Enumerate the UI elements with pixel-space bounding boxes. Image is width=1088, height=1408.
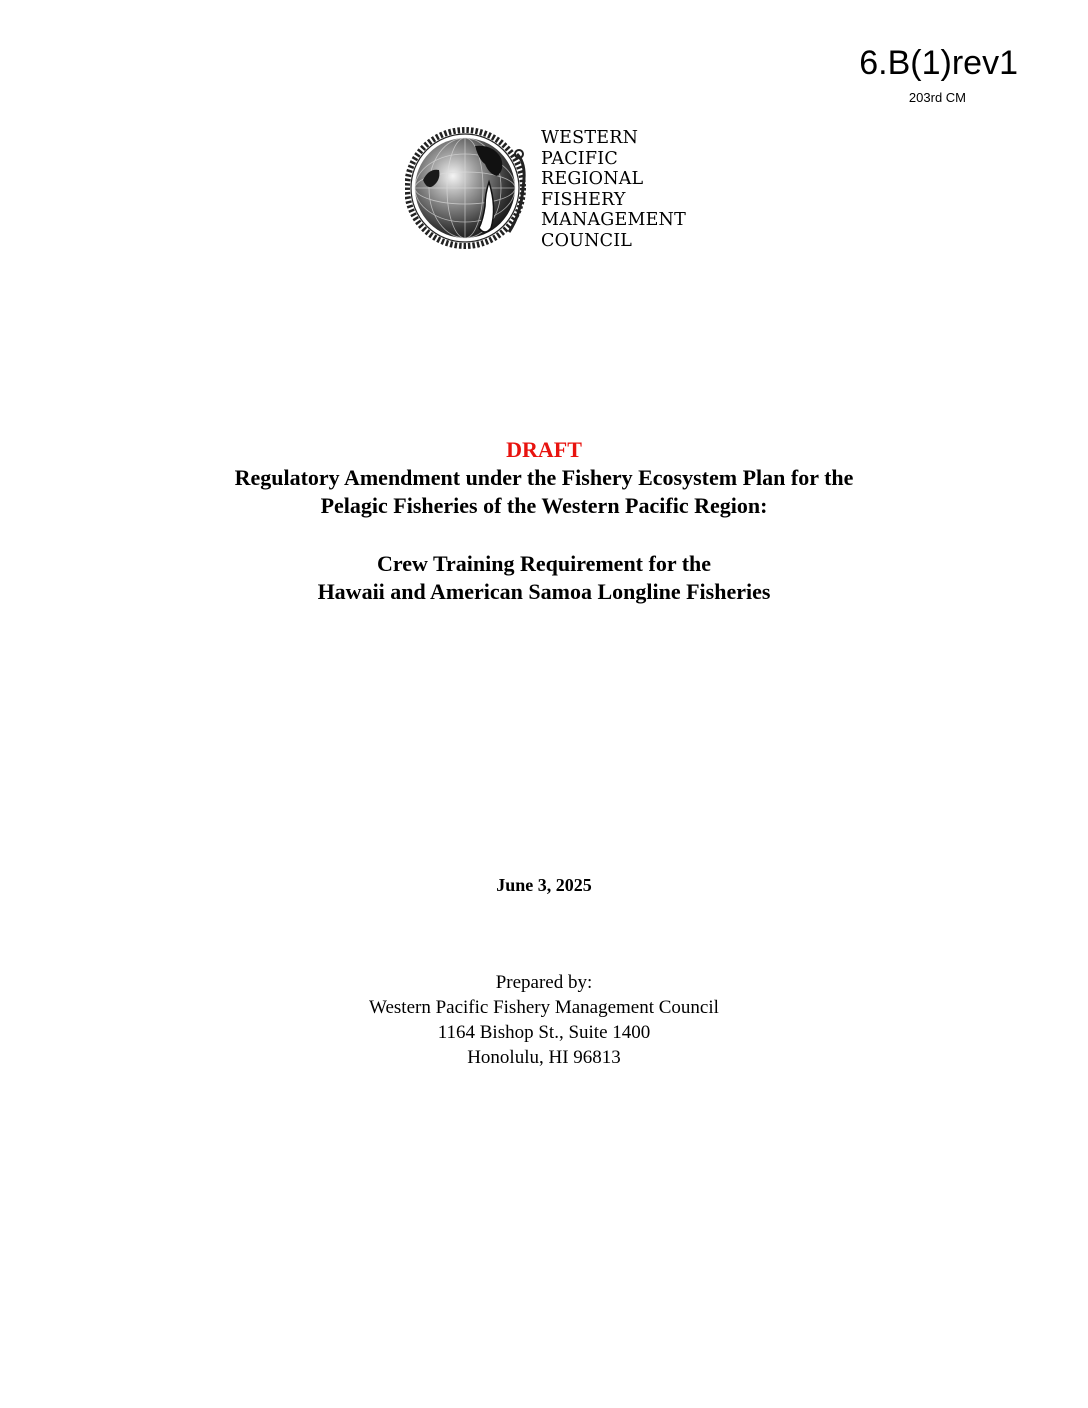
subtitle-line: Hawaii and American Samoa Longline Fisheries	[317, 579, 771, 604]
logo-line: COUNCIL	[541, 230, 633, 251]
council-logo	[405, 124, 685, 254]
title-line: Pelagic Fisheries of the Western Pacific Region:	[320, 493, 768, 518]
draft-label: DRAFT	[506, 437, 582, 462]
logo-line: WESTERN	[541, 128, 639, 148]
title-line: Regulatory Amendment under the Fishery Ecosystem Plan for the	[234, 465, 854, 490]
subtitle-line: Crew Training Requirement for the	[376, 551, 712, 576]
prepared-label: Prepared by:	[495, 972, 593, 993]
council-name	[541, 128, 686, 251]
prepared-by-block	[0, 970, 1088, 1070]
organization-name: Western Pacific Fishery Management Council	[369, 997, 719, 1018]
logo-line: MANAGEMENT	[541, 210, 686, 230]
document-title	[0, 436, 1088, 606]
globe-seal-icon	[405, 124, 531, 250]
logo-line: REGIONAL	[541, 169, 644, 189]
logo-line: FISHERY	[541, 189, 626, 210]
street-address: 1164 Bishop St., Suite 1400	[437, 1022, 651, 1043]
city-address: Honolulu, HI 96813	[467, 1047, 621, 1068]
document-date: June 3, 2025	[496, 875, 592, 895]
meeting-label: 203rd CM	[908, 90, 966, 105]
logo-line: PACIFIC	[541, 148, 618, 169]
document-id: 6.B(1)rev1	[859, 44, 1018, 82]
